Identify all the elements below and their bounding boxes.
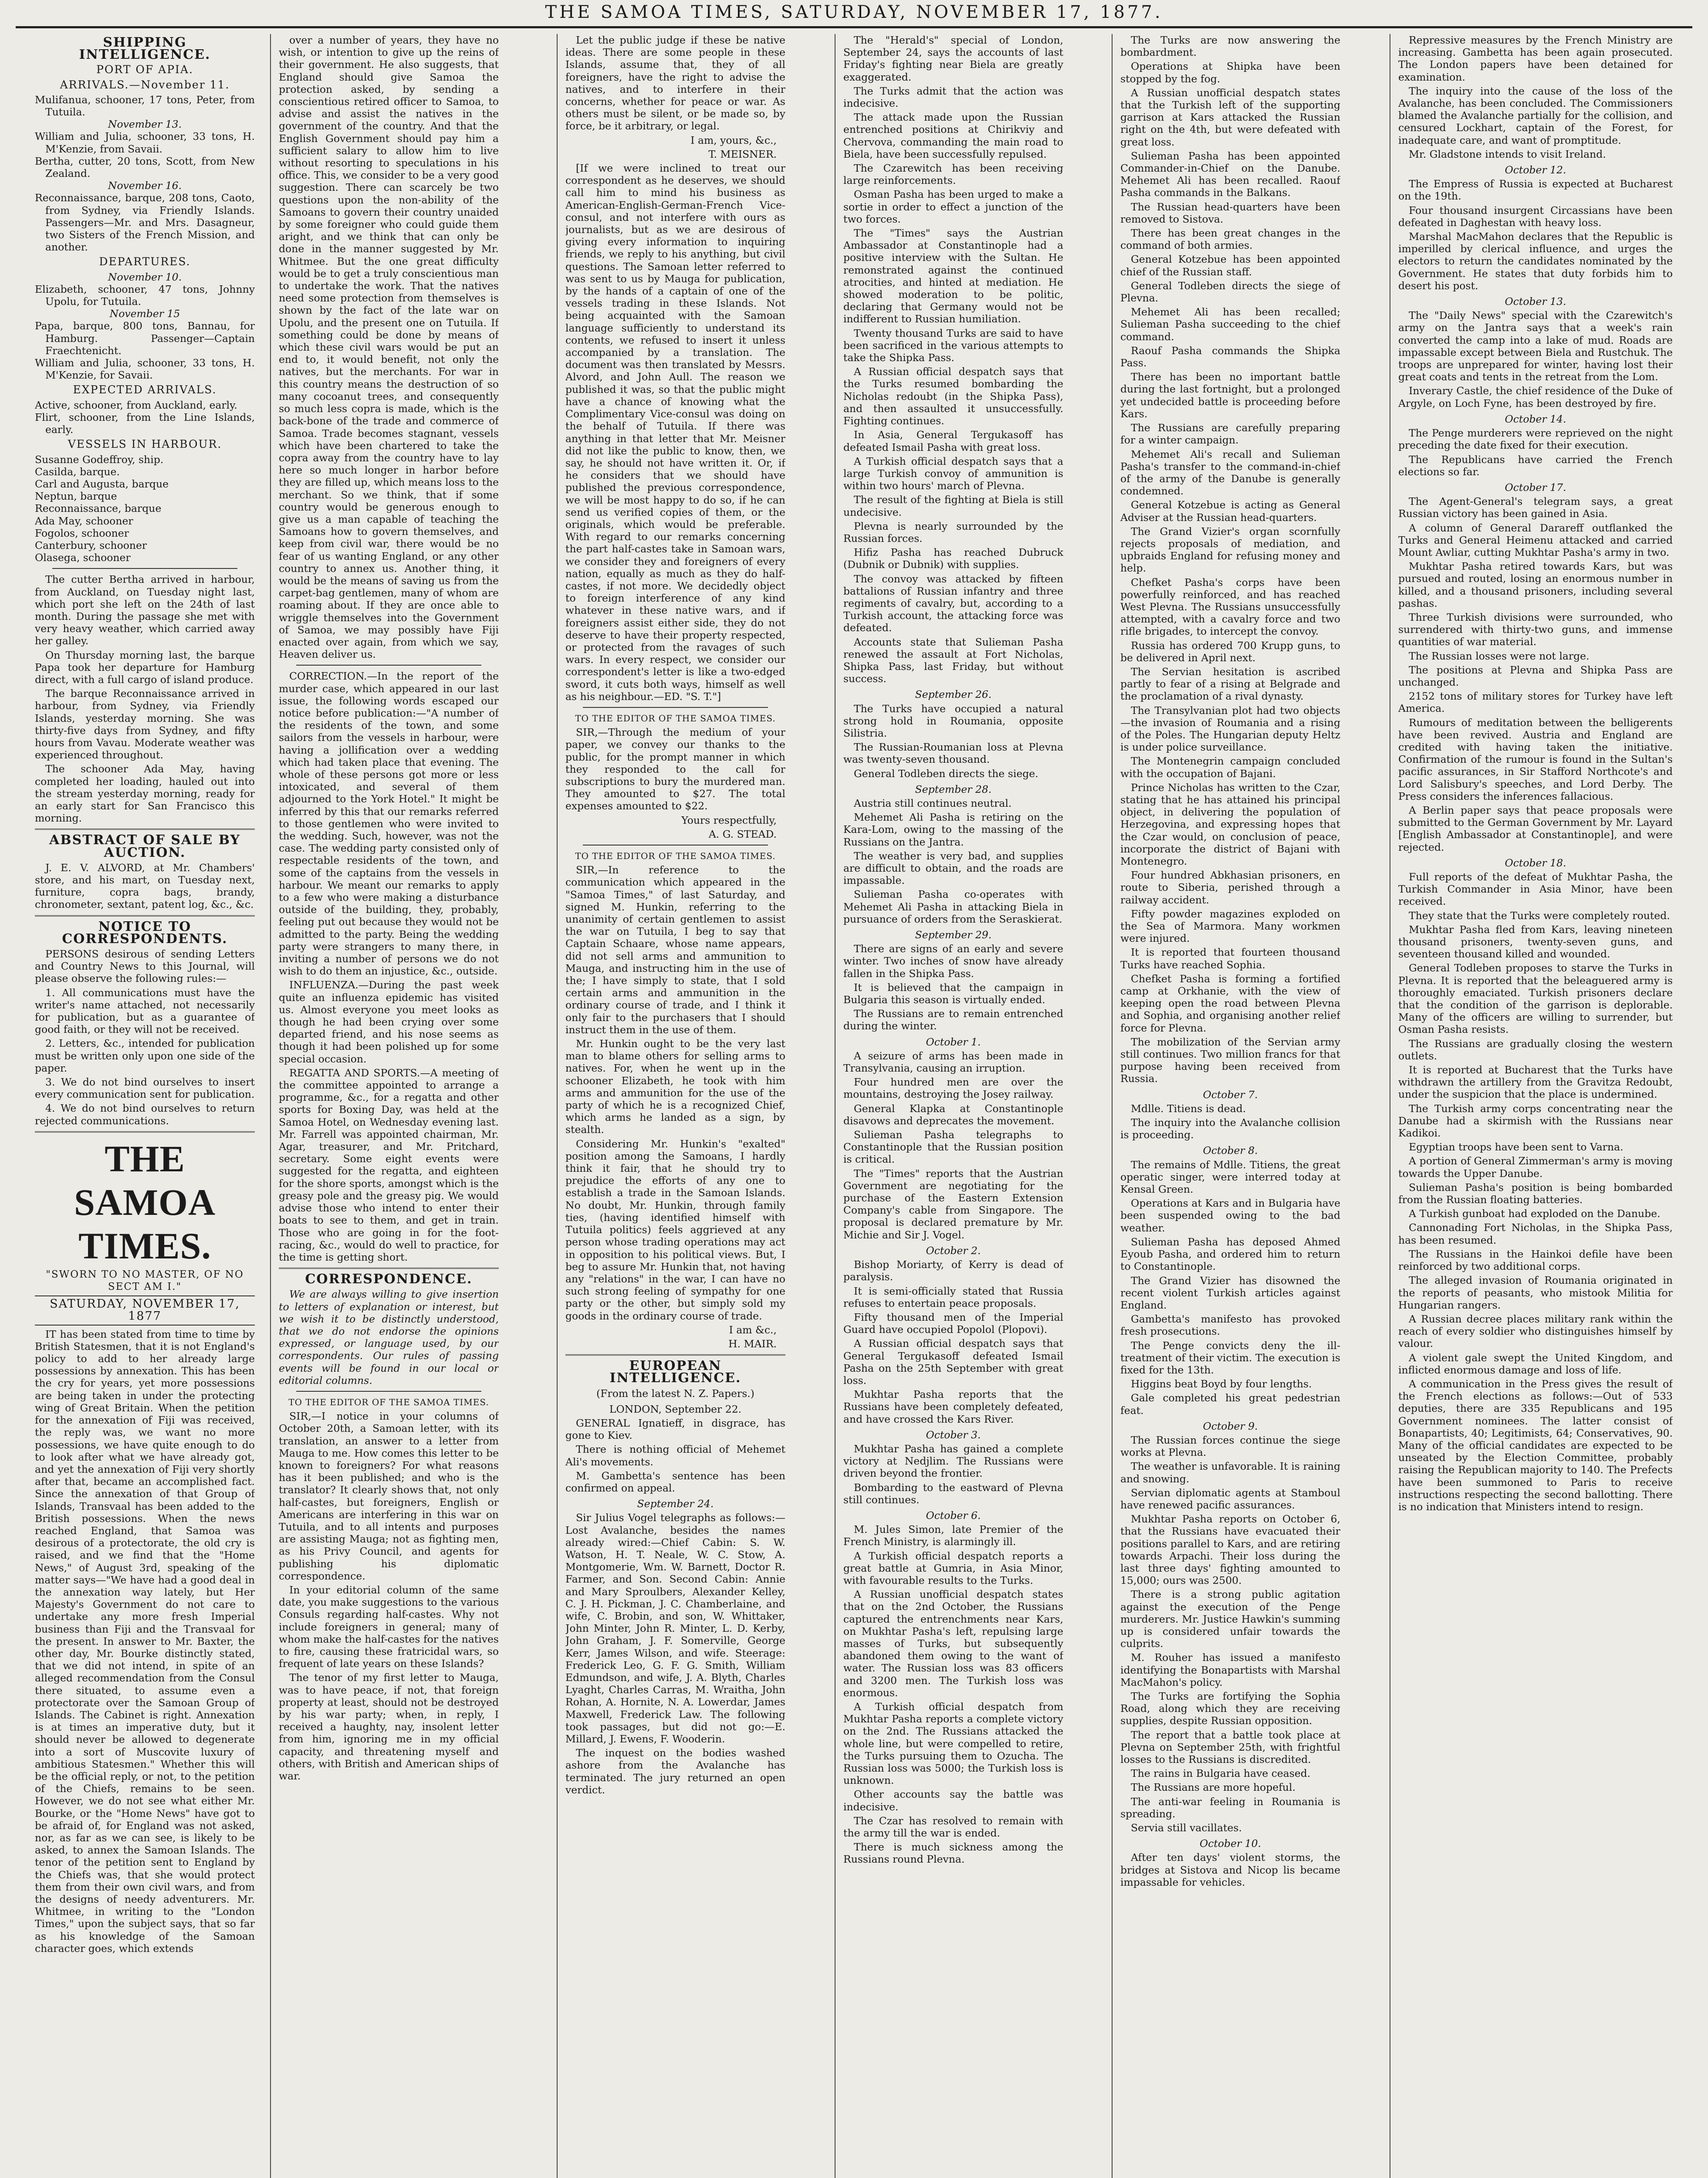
news-item: M. Gambetta's sentence has been confirmed on appeal. bbox=[565, 1469, 785, 1494]
news-item: Sulieman Pasha has deposed Ahmed Eyoub Pasha, and ordered him to return to Constantinople. bbox=[1120, 1235, 1340, 1273]
news-item: The Turks admit that the action was indecisive. bbox=[843, 85, 1063, 110]
list-item: Mulifanua, schooner, 17 tons, Peter, from Tutuila. bbox=[35, 93, 255, 118]
paragraph: SIR,—I notice in your columns of October 20th, a Samoan letter, with its translation, an answer to a letter from Mauga to me. How comes this letter to be known to foreigners? For what reasons has it been published; and who is the translator? It clearly shows that, not only half-castes, but foreigners, English or Americans are interfering in this war on Tutuila, and to all intents and purposes are assisting Mauga; not as fighting men, as his Privy Council, and agents for publishing his diplomatic correspondence. bbox=[279, 1410, 499, 1582]
news-item: General Kotzebue has been appointed chief of the Russian staff. bbox=[1120, 253, 1340, 278]
dateline: October 10. bbox=[1199, 1837, 1262, 1850]
issue-date: SATURDAY, NOVEMBER 17, 1877 bbox=[35, 1295, 255, 1325]
dateline: October 3. bbox=[926, 1428, 981, 1441]
news-item: Chefket Pasha is forming a fortified camp at Orkhanie, with the view of keeping open the road between Plevna and Sophia, and organising another relief force for Plevna. bbox=[1120, 972, 1340, 1034]
masthead: THE SAMOA TIMES. bbox=[74, 1137, 216, 1267]
news-item: Hifiz Pasha has reached Dubruck (Dubnik or Dubnik) with supplies. bbox=[843, 546, 1063, 571]
news-item: Mr. Gladstone intends to visit Ireland. bbox=[1409, 148, 1606, 160]
news-item: The "Herald's" special of London, September 24, says the accounts of last Friday's fighting near Biela are greatly exaggerated. bbox=[843, 34, 1063, 83]
list-item: Papa, barque, 800 tons, Bannau, for Hamburg. Passenger—Captain Fraechtenicht. bbox=[35, 320, 255, 357]
news-item: There is nothing official of Mehemet Ali's movements. bbox=[565, 1443, 785, 1468]
news-item: A column of General Darareff outflanked the Turks and General Heimenu attacked and carried Mount Awliar, cutting Mukhtar Pasha's army in two. bbox=[1398, 521, 1673, 558]
leader-article bbox=[35, 1328, 255, 1955]
news-item: The Russian head-quarters have been removed to Sistova. bbox=[1120, 200, 1340, 225]
list-item: Canterbury, schooner bbox=[35, 539, 147, 551]
list-item: Flirt, schooner, from the Line Islands, early. bbox=[35, 411, 255, 436]
news-item: Mukhtar Pasha has gained a complete victory at Nedjlim. The Russians were driven beyond the frontier. bbox=[843, 1442, 1063, 1480]
news-items bbox=[1120, 34, 1340, 1888]
abstract-heading: ABSTRACT OF SALE BY AUCTION. bbox=[49, 832, 240, 860]
news-item: The Russians are to remain entrenched during the winter. bbox=[843, 1008, 1063, 1032]
dateline: October 9. bbox=[1203, 1420, 1258, 1432]
news-item: Mukhtar Pasha reports that the Russians have been completely defeated, and have crossed the Kars River. bbox=[843, 1388, 1063, 1425]
paragraph: over a number of years, they have no wish, or intention to give up the reins of their government. He also suggests, that England should give Samoa the protection asked, by sending a conscientious retired officer to Samoa, to advise and assist the natives in the government of the country. And that the English Government should pay him a sufficient salary to allow him to live without resorting to speculations in his office. This, we consider to be a very good suggestion. There can scarcely be two questions upon the non-ability of the Samoans to govern their country unaided by some foreigner who could guide them aright, and we think that can only be done in the manner suggested by Mr. Whitmee. But the one great difficulty would be to get a truly conscientious man to undertake the work. That the natives need some protection from themselves is shown by the fact of the late war on Upolu, and the present one on Tutuila. If something could be done by means of which these civil wars would be put an end to, it would benefit, not only the natives, but the merchants. For war in this country means the destruction of so many cocoanut trees, and consequently so much less copra is made, which is the back-bone of the trade and commerce of Samoa. Trade becomes stagnant, vessels which have been chartered to take the copra away from the country have to lay here so much longer in harbor before they are filled up, which means loss to the merchant. So we think, that if some country would be generous enough to give us a man capable of teaching the Samoans how to govern themselves, and keep from civil war, there would be no fear of us wanting England, or any other country to annex us. Another thing, it would be the means of saving us from the carpet-bag gentlemen, many of whom are roaming about. If they are once able to wriggle themselves into the Government of Samoa, we may possibly have Fiji enacted over again, from which we say, Heaven deliver us. bbox=[279, 34, 499, 661]
news-item: Four hundred Abkhasian prisoners, en route to Siberia, perished through a railway accident. bbox=[1120, 869, 1340, 906]
news-item: Higgins beat Boyd by four lengths. bbox=[1131, 1378, 1312, 1390]
notice-heading: NOTICE TO CORRESPONDENTS. bbox=[62, 919, 228, 947]
news-item: The Russian forces continue the siege works at Plevna. bbox=[1120, 1434, 1340, 1459]
dateline: September 29. bbox=[915, 929, 992, 941]
divider bbox=[583, 707, 768, 708]
divider bbox=[279, 1268, 499, 1269]
news-item: The Czarewitch has been receiving large reinforcements. bbox=[843, 162, 1063, 187]
news-item: M. Jules Simon, late Premier of the French Ministry, is alarmingly ill. bbox=[843, 1523, 1063, 1548]
news-item: Other accounts say the battle was indecisive. bbox=[843, 1788, 1063, 1813]
news-item: Fifty powder magazines exploded on the Sea of Marmora. Many workmen were injured. bbox=[1120, 907, 1340, 945]
news-item: The result of the fighting at Biela is still undecisive. bbox=[843, 494, 1063, 518]
news-item: Operations at Kars and in Bulgaria have been suspended owing to the bad weather. bbox=[1120, 1197, 1340, 1234]
news-item: A Turkish official despatch says that a large Turkish convoy of ammunition is within two hours' march of Plevna. bbox=[843, 455, 1063, 492]
letter-closing: Yours respectfully, bbox=[681, 814, 777, 826]
shipping-heading: SHIPPING INTELLIGENCE. bbox=[79, 35, 211, 63]
list-item: William and Julia, schooner, 33 tons, H. M'Kenzie, from Savaii. bbox=[35, 130, 255, 155]
news-item: The alleged invasion of Roumania originated in the reports of peasants, who mistook Militia for Hungarian rangers. bbox=[1398, 1274, 1673, 1311]
paragraph: INFLUENZA.—During the past week quite an influenza epidemic has visited us. Almost everyone you meet looks as though he had been crying over some departed friend, and his nose seems as though it had been polished up for some special occasion. bbox=[279, 979, 499, 1065]
news-item: Russia has ordered 700 Krupp guns, to be delivered in April next. bbox=[1120, 639, 1340, 664]
column-rule bbox=[557, 34, 558, 2178]
news-item: The Russians are more hopeful. bbox=[1131, 1781, 1296, 1794]
news-item: Sulieman Pasha has been appointed Commander-in-Chief on the Danube. Mehemet Ali has been recalled. Raouf Pasha commands in the Balkans. bbox=[1120, 149, 1340, 199]
news-item: A seizure of arms has been made in Transylvania, causing an irruption. bbox=[843, 1049, 1063, 1075]
news-item: Fifty thousand men of the Imperial Guard have occupied Popolol (Plopovi). bbox=[843, 1311, 1063, 1336]
list-item: Casilda, barque. bbox=[35, 465, 120, 478]
news-item: The Transylvanian plot had two objects—the invasion of Roumania and a rising of the Poles. The Hungarian deputy Heltz is under police surveillance. bbox=[1120, 704, 1340, 754]
letter-mair-p1: SIR,—In reference to the communication which appeared in the "Samoa Times," of last Saturday, and signed M. Hunkin, referring to the unanimity of certain gentlemen to assist the war on Tutuila, I beg to say that Captain Schaare, whose name appears, did not sell arms and ammunition to Mauga, and instructing him in the use of the; I have simply to state, that I sold certain arms and ammunition in the ordinary course of trade, and I think it only fair to the purchasers that I should instruct them in the use of them. bbox=[565, 864, 785, 1036]
news-items bbox=[843, 34, 1063, 1866]
news-item: The inquiry into the Avalanche collision is proceeding. bbox=[1120, 1116, 1340, 1141]
dateline: October 2. bbox=[926, 1244, 981, 1257]
news-item: A Russian official despatch says that the Turks resumed bombarding the Nicholas redoubt (in the Shipka Pass), and then assaulted it unsuccessfully. Fighting continues. bbox=[843, 365, 1063, 427]
paragraph: On Thursday morning last, the barque Papa took her departure for Hamburg direct, with a full cargo of island produce. bbox=[35, 649, 255, 686]
news-item: The Penge convicts deny the ill-treatment of their victim. The execution is fixed for the 13th. bbox=[1120, 1339, 1340, 1376]
news-item: The Turks are fortifying the Sophia Road, along which they are receiving supplies, despite Russian opposition. bbox=[1120, 1690, 1340, 1727]
dateline: October 8. bbox=[1203, 1144, 1258, 1157]
dateline: October 7. bbox=[1203, 1088, 1258, 1101]
expected-heading: EXPECTED ARRIVALS. bbox=[73, 383, 217, 396]
news-item: Mehemet Ali Pasha is retiring on the Kara-Lom, owing to the massing of the Russians on the Jantra. bbox=[843, 811, 1063, 848]
news-item: A violent gale swept the United Kingdom, and inflicted enormous damage and loss of life. bbox=[1398, 1351, 1673, 1376]
news-item: Mukhtar Pasha reports on October 6, that the Russians have evacuated their positions parallel to Kars, and are retiring towards Arpachi. Their loss during the last three days' fighting amounted to 15,000; ours was 2500. bbox=[1120, 1513, 1340, 1587]
expected-list bbox=[35, 399, 255, 436]
paragraph: CORRECTION.—In the report of the murder case, which appeared in our last issue, the following words escaped our notice before publication:—"A number of the residents of the town, and some sailors from the vessels in harbour, were having a jollification over a wedding which had taken place that evening. The whole of these persons got more or less intoxicated, and several of them adjourned to the York Hotel." It might be inferred by this that our remarks referred to those gentlemen who were invited to the wedding. Such, however, was not the case. The wedding party consisted only of respectable residents of the town, and some of the captains from the vessels in harbour. We meant our remarks to apply to a few who were making a disturbance outside of the building, they, probably, feeling put out because they would not be admitted to the party. Being the wedding party were strangers to many there, in inviting a number of persons we do not wish to do them an injustice, &c., outside. bbox=[279, 670, 499, 977]
news-item: M. Rouher has issued a manifesto identifying the Bonapartists with Marshal MacMahon's policy. bbox=[1120, 1651, 1340, 1688]
news-item: There is a strong public agitation against the execution of the Penge murderers. Mr. Justice Hawkin's summing up is considered unfair towards the culprits. bbox=[1120, 1588, 1340, 1650]
news-item: The Russian losses were not large. bbox=[1409, 649, 1590, 662]
news-item: Servia still vacillates. bbox=[1131, 1822, 1242, 1834]
letter-continued: Let the public judge if these be native ideas. There are some people in these Islands, assume that, they of all foreigners, have the right to advise the natives, and to interfere in their concerns, whether for peace or war. As others must be silent, or be made so, by force, be it arbitrary, or legal. bbox=[565, 34, 785, 132]
news-item: A Russian decree places military rank within the reach of every soldier who distinguishes himself by valour. bbox=[1398, 1312, 1673, 1350]
list-item: Olasega, schooner bbox=[35, 551, 131, 564]
news-item: Sulieman Pasha telegraphs to Constantinople that the Russian position is critical. bbox=[843, 1129, 1063, 1166]
news-item: General Klapka at Constantinople disavows and deprecates the movement. bbox=[843, 1102, 1063, 1127]
abstract-text: J. E. V. ALVORD, at Mr. Chambers' store, and his mart, on Tuesday next, furniture, copra bags, brandy, chronometer, sextant, patent log, &c., &c. bbox=[35, 861, 255, 911]
news-item: The inquest on the bodies washed ashore from the Avalanche has terminated. The jury returned an open verdict. bbox=[565, 1747, 785, 1796]
correspondence-heading: CORRESPONDENCE. bbox=[305, 1272, 473, 1287]
news-item: It is believed that the campaign in Bulgaria this season is virtually ended. bbox=[843, 981, 1063, 1006]
news-item: The Turkish army corps concentrating near the Danube had a skirmish with the Russians near Kadikoi. bbox=[1398, 1102, 1673, 1140]
paragraph: 1. All communications must have the writer's name attached, not necessarily for publication, but as a guarantee of good faith, or they will not be received. bbox=[35, 986, 255, 1036]
news-item: After ten days' violent storms, the bridges at Sistova and Nicop lis became impassable for vehicles. bbox=[1120, 1851, 1340, 1888]
news-item: Servian diplomatic agents at Stamboul have renewed pacific assurances. bbox=[1120, 1486, 1340, 1511]
news-item: Mdlle. Titiens is dead. bbox=[1131, 1102, 1246, 1115]
news-item: The attack made upon the Russian entrenched positions at Chirikviy and Chervova, commanding the main road to Biela, have been successfully repulsed. bbox=[843, 111, 1063, 160]
list-item: Ada May, schooner bbox=[35, 514, 133, 527]
news-item: Four thousand insurgent Circassians have been defeated in Daghestan with heavy loss. bbox=[1398, 204, 1673, 229]
news-item: A Turkish official despatch reports a great battle at Gumria, in Asia Minor, with favourable results to the Turks. bbox=[843, 1549, 1063, 1586]
news-item: Inverary Castle, the chief residence of the Duke of Argyle, on Loch Fyne, has been destroyed by fire. bbox=[1398, 385, 1673, 409]
news-item: Sulieman Pasha's position is being bombarded from the Russian floating batteries. bbox=[1398, 1181, 1673, 1206]
list-item: Elizabeth, schooner, 47 tons, Johnny Upolu, for Tutuila. bbox=[35, 283, 255, 308]
letter-meisner bbox=[279, 1410, 499, 1782]
letter-closing: I am, yours, &c., bbox=[690, 134, 777, 146]
divider bbox=[35, 829, 255, 830]
news-item: A Turkish gunboat had exploded on the Danube. bbox=[1409, 1207, 1661, 1220]
news-item: General Kotzebue is acting as General Adviser at the Russian head-quarters. bbox=[1120, 499, 1340, 524]
letter-address: TO THE EDITOR OF THE SAMOA TIMES. bbox=[288, 1397, 489, 1407]
letter-address: TO THE EDITOR OF THE SAMOA TIMES. bbox=[575, 713, 776, 724]
european-items bbox=[565, 1417, 785, 1796]
list-item: Reconnaissance, barque, 208 tons, Caoto, from Sydney, via Friendly Islands. Passengers—Mr. and Mrs. Dasagneur, two Sisters of the French Mission, and another. bbox=[35, 192, 255, 254]
news-item: Raouf Pasha commands the Shipka Pass. bbox=[1120, 344, 1340, 369]
news-item: A Turkish official despatch from Mukhtar Pasha reports a complete victory on the 2nd. The Russians attacked the whole line, but were compelled to retire, the Turks pursuing them to Ozucha. The Russian loss was 5000; the Turkish loss is unknown. bbox=[843, 1701, 1063, 1787]
divider bbox=[296, 1391, 481, 1392]
notice-paragraphs bbox=[35, 948, 255, 1127]
news-item: Bombarding to the eastward of Plevna still continues. bbox=[843, 1481, 1063, 1506]
dateline: October 17. bbox=[1505, 481, 1566, 494]
column-rule bbox=[1112, 34, 1113, 2178]
column-1 bbox=[35, 34, 255, 2178]
departures-list bbox=[35, 271, 255, 382]
news-item: Full reports of the defeat of Mukhtar Pasha, the Turkish Commander in Asia Minor, have been received. bbox=[1398, 871, 1673, 908]
port-heading: PORT OF APIA. bbox=[96, 63, 193, 76]
arrivals-heading: ARRIVALS.—November 11. bbox=[60, 78, 230, 91]
news-item: It is reported at Bucharest that the Turks have withdrawn the artillery from the Gravitza Redoubt, under the suspicion that the place is undermined. bbox=[1398, 1064, 1673, 1101]
european-heading: EUROPEAN INTELLIGENCE. bbox=[609, 1358, 741, 1386]
paragraph: REGATTA AND SPORTS.—A meeting of the committee appointed to arrange a programme, &c., for a regatta and other sports for Boxing Day, was held at the Samoa Hotel, on Wednesday evening last. Mr. Farrell was appointed chairman, Mr. Agar, treasurer, and Mr. Pritchard, secretary. Some eight events were suggested for the regatta, and eighteen for the shore sports, amongst which is the greasy pole and the greasy pig. We would advise those who intend to enter their boats to see to them, and get in train. Those who are going in for the foot-racing, &c., would do well to practice, for the time is getting short. bbox=[279, 1066, 499, 1263]
news-item: In Asia, General Tergukasoff has defeated Ismail Pasha with great loss. bbox=[843, 429, 1063, 453]
news-item: Four hundred men are over the mountains, destroying the Josey railway. bbox=[843, 1076, 1063, 1101]
paragraph: The barque Reconnaissance arrived in harbour, from Sydney, via Friendly Islands, yesterday morning. She was thirty-five days from Sydney, and fifty hours from Vavau. Moderate weather was experienced throughout. bbox=[35, 687, 255, 761]
news-item: A Russian official despatch says that General Tergukasoff defeated Ismail Pasha on the 25th September with great loss. bbox=[843, 1337, 1063, 1387]
divider bbox=[52, 568, 237, 569]
news-item: Prince Nicholas has written to the Czar, stating that he has attained his principal object, in delivering the population of Herzegovina, and expressing hopes that the Czar would, on conclusion of peace, incorporate the district of Bajani with Montenegro. bbox=[1120, 781, 1340, 867]
leader-continued bbox=[279, 34, 499, 660]
local-paragraphs bbox=[279, 670, 499, 1263]
news-item: The positions at Plevna and Shipka Pass are unchanged. bbox=[1398, 663, 1673, 688]
arrivals-list bbox=[35, 94, 255, 254]
paragraph: 3. We do not bind ourselves to insert every communication sent for publication. bbox=[35, 1076, 255, 1101]
news-item: Repressive measures by the French Ministry are increasing. Gambetta has been again prosecuted. The London papers have been detained for examination. bbox=[1398, 34, 1673, 83]
dateline: October 18. bbox=[1505, 856, 1566, 869]
news-item: Operations at Shipka have been stopped by the fog. bbox=[1120, 60, 1340, 85]
paragraph: 2. Letters, &c., intended for publication must be written only upon one side of the paper. bbox=[35, 1037, 255, 1074]
letter-signature: T. MEISNER. bbox=[708, 148, 777, 160]
dateline: September 26. bbox=[915, 688, 992, 701]
news-item: They state that the Turks were completely routed. bbox=[1409, 909, 1670, 922]
news-item: The Russians are carefully preparing for a winter campaign. bbox=[1120, 422, 1340, 446]
letter-closing: I am &c., bbox=[729, 1323, 777, 1336]
news-item: General Todleben directs the siege. bbox=[854, 767, 1038, 780]
news-item: It is reported that fourteen thousand Turks have reached Sophia. bbox=[1120, 946, 1340, 971]
column-rule bbox=[270, 34, 271, 2178]
news-item: Egyptian troops have been sent to Varna. bbox=[1409, 1141, 1623, 1153]
news-item: Mukhtar Pasha fled from Kars, leaving nineteen thousand prisoners, twenty-seven guns, and seventeen thousand killed and wounded. bbox=[1398, 923, 1673, 960]
letter-mair-p3: Considering Mr. Hunkin's "exalted" position among the Samoans, I hardly think it fair, that he should try to prejudice the efforts of any one to establish a trade in the Samoan Islands. No doubt, Mr. Hunkin, through family ties, (having identified himself with Tutuila politics) feels aggrieved at any person whose trading operations may act in opposition to his political views. But, I beg to assure Mr. Hunkin that, not having any "relations" in the war, I can have no such strong feeling of sympathy for one party or the other, but simply sold my goods in the ordinary course of trade. bbox=[565, 1137, 785, 1322]
dateline: October 14. bbox=[1505, 413, 1566, 425]
paragraph: The schooner Ada May, having completed her loading, hauled out into the stream yesterday morning, ready for an early start for San Francisco this morning. bbox=[35, 763, 255, 825]
news-item: Bishop Moriarty, of Kerry is dead of paralysis. bbox=[843, 1258, 1063, 1283]
dateline: October 13. bbox=[1505, 295, 1566, 308]
news-item: Rumours of meditation between the belligerents have been revived. Austria and England are credited with having taken the initiative. Confirmation of the rumour is found in the Sultan's pacific assurances, in Sir Stafford Northcote's and Lord Salisbury's speeches, and Lord Derby. The Press considers the inferences fallacious. bbox=[1398, 716, 1673, 802]
news-item: The Penge murderers were reprieved on the night preceding the date fixed for their execution. bbox=[1398, 427, 1673, 452]
date-line: November 16. bbox=[108, 179, 182, 192]
news-item: Twenty thousand Turks are said to have been sacrificed in the various attempts to take the Shipka Pass. bbox=[843, 327, 1063, 364]
letter-signature: A. G. STEAD. bbox=[708, 828, 777, 840]
news-item: The mobilization of the Servian army still continues. Two million francs for that purpose having been received from Russia. bbox=[1120, 1035, 1340, 1085]
divider bbox=[296, 665, 481, 666]
paragraph: In your editorial column of the same date, you make suggestions to the various Consuls regarding half-castes. Why not include foreigners in general; many of whom make the half-castes for the natives to fire, causing these fratricidal wars, so frequent of late years on these Islands? bbox=[279, 1583, 499, 1670]
correspondence-note: We are always willing to give insertion to letters of explanation or interest, but we wish it to be distinctly understood, that we do not endorse the opinions expressed, or language used, by our correspondents. Our rules of passing events will be found in our local or editorial columns. bbox=[279, 1288, 499, 1387]
news-item: Plevna is nearly surrounded by the Russian forces. bbox=[843, 520, 1063, 544]
dateline: September 24. bbox=[637, 1498, 714, 1510]
list-item: Reconnaissance, barque bbox=[35, 502, 162, 515]
news-item: The anti-war feeling in Roumania is spreading. bbox=[1120, 1795, 1340, 1820]
news-item: A Russian unofficial despatch states that on the 2nd October, the Russians captured the entrenchments near Kars, on Mukhtar Pasha's left, repulsing large masses of Turks, but subsequently abandoned them owing to the want of water. The Russian loss was 83 officers and 3200 men. The Turkish loss was enormous. bbox=[843, 1588, 1063, 1699]
news-item: It is semi-officially stated that Russia refuses to entertain peace proposals. bbox=[843, 1285, 1063, 1309]
list-item: Susanne Godeffroy, ship. bbox=[35, 453, 164, 466]
column-3 bbox=[565, 34, 785, 2178]
news-item: The Grand Vizier's organ scornfully rejects proposals of mediation, and upbraids England for refusing money and help. bbox=[1120, 525, 1340, 575]
letter-signature: H. MAIR. bbox=[728, 1337, 777, 1350]
news-item: General Todleben proposes to starve the Turks in Plevna. It is reported that the beleaguered army is thoroughly emaciated. Turkish prisoners declare that the condition of the garrison is deplorable. Many of the officers are willing to surrender, but Osman Pasha resists. bbox=[1398, 962, 1673, 1036]
news-item: The Turks have occupied a natural strong hold in Roumania, opposite Silistria. bbox=[843, 702, 1063, 739]
news-item: 2152 tons of military stores for Turkey have left America. bbox=[1398, 690, 1673, 715]
news-item: Sir Julius Vogel telegraphs as follows:—Lost Avalanche, besides the names already wired:—Chief Cabin: S. W. Watson, H. T. Neale, W. C. Stow, A. Montgomerie, Wm. W. Barnett, Doctor R. Farmer, and Son. Second Cabin: Annie and Mary Sproulbers, Alexander Kelley, C. J. H. Pickman, J. C. Chamberlaine, and wife, C. Brobin, and son, W. Whittaker, John Minter, John R. Minter, L. D. Kerby, John Graham, J. F. Somerville, George Kerr, James Wilson, and wife. Steerage: Frederick Leo, G. F. G. Smith, William Edmundson, and wife, J. A. Blyth, Charles Lyaght, Charles Carras, M. Wraitha, John Rohan, A. Hornite, N. A. Lowerdar, James Maxwell, Frederick Law. The following took passages, but did not go:—E. Millard, J. Ewens, F. Wooderin. bbox=[565, 1512, 785, 1745]
news-item: The rains in Bulgaria have ceased. bbox=[1131, 1767, 1311, 1780]
divider bbox=[565, 1354, 785, 1356]
harbour-heading: VESSELS IN HARBOUR. bbox=[68, 438, 222, 451]
paragraph: IT has been stated from time to time by British Statesmen, that it is not England's policy to add to her already large possessions by annexation. This has been the cry for years, yet more possessions are being taken in under the protecting wing of Great Britain. When the petition for the annexation of Fiji was received, the reply was, we want no more possessions, we have quite enough to do to look after what we have already got, and yet the annexation of Fiji very shortly after that, became an accomplished fact. Since the annexation of that Group of Islands, Transvaal has been added to the British possessions. When the news reached England, that Samoa was desirous of a protectorate, the old cry is raised, and we find that the "Home News," of August 3rd, speaking of the matter says—"We have had a good deal in the annexation way lately, but Her Majesty's Government do not care to undertake any more fresh Imperial business than Fiji and the Transvaal for the present. In answer to Mr. Baxter, the other day, Mr. Bourke distinctly stated, that we did not intend, in spite of an alleged recommendation from the Consul there situated, to assume even a protectorate over the Samoan Group of Islands. The Cabinet is right. Annexation is at times an imperative duty, but it should never be allowed to degenerate into a sort of Muscovite luxury of ambitious Statesmen." Whether this will be the official reply, or not, to the petition of the Chiefs, remains to be seen. However, we do not see what either Mr. Bourke, or the "Home News" have got to be afraid of, for England was not asked, nor, as far as we can see, is likely to be asked, to annex the Samoan Islands. The tenor of the petition sent to England by the Chiefs was, that she would protect them from their own civil wars, and from the designs of needy adventurers. Mr. Whitmee, in writing to the "London Times," upon the subject says, that so far as his knowledge of the Samoan character goes, which extends bbox=[35, 1328, 255, 1955]
letter-stead: SIR,—Through the medium of your paper, we convey our thanks to the public, for the prompt manner in which they responded to the call for subscriptions to bury the murdered man. They amounted to $27. The total expenses amounted to $22. bbox=[565, 726, 785, 812]
news-item: Gambetta's manifesto has provoked fresh prosecutions. bbox=[1120, 1313, 1340, 1338]
list-item: Fogolos, schooner bbox=[35, 527, 129, 539]
news-item: Marshal MacMahon declares that the Republic is imperilled by clerical influence, and urges the electors to return the candidates nominated by the Government. He states that duty forbids him to desert his post. bbox=[1398, 230, 1673, 292]
dateline: October 6. bbox=[926, 1509, 981, 1522]
european-dateline: LONDON, September 22. bbox=[609, 1403, 742, 1415]
news-item: GENERAL Ignatieff, in disgrace, has gone to Kiev. bbox=[565, 1417, 785, 1442]
list-item: Bertha, cutter, 20 tons, Scott, from New Zealand. bbox=[35, 155, 255, 180]
news-item: The Servian hesitation is ascribed partly to fear of a rising at Belgrade and the proclamation of a rival dynasty. bbox=[1120, 665, 1340, 703]
news-item: The report that a battle took place at Plevna on September 25th, with frightful losses to the Russians is discredited. bbox=[1120, 1728, 1340, 1766]
paragraph: The cutter Bertha arrived in harbour, from Auckland, on Tuesday night last, which port she left on the 24th of last month. During the passage she met with very heavy weather, which carried away her galley. bbox=[35, 573, 255, 647]
news-item: Austria still continues neutral. bbox=[854, 797, 1012, 809]
news-item: A Russian unofficial despatch states that the Turkish left of the supporting garrison at Kars attacked the Russian right on the 4th, but were defeated with great loss. bbox=[1120, 86, 1340, 148]
column-4 bbox=[843, 34, 1063, 2178]
column-5 bbox=[1120, 34, 1340, 2178]
news-item: The "Daily News" special with the Czarewitch's army on the Jantra says that a week's rain converted the camp into a lake of mud. Roads are impassable except between Biela and Rustchuk. The troops are unprepared for winter, having lost their great coats and tents in the retreat from the Lom. bbox=[1398, 309, 1673, 383]
dateline: October 1. bbox=[926, 1035, 981, 1048]
letter-address: TO THE EDITOR OF THE SAMOA TIMES. bbox=[575, 851, 776, 861]
news-item: Mukhtar Pasha retired towards Kars, but was pursued and routed, losing an enormous number in killed, and a thousand prisoners, including several pashas. bbox=[1398, 560, 1673, 609]
motto: "SWORN TO NO MASTER, OF NO SECT AM I." bbox=[46, 1268, 244, 1293]
news-item: Three Turkish divisions were surrounded, who surrendered with thirty-two guns, and immense quantities of war material. bbox=[1398, 611, 1673, 648]
news-item: The Czar has resolved to remain with the army till the war is ended. bbox=[843, 1814, 1063, 1840]
news-item: Accounts state that Sulieman Pasha renewed the assault at Fort Nicholas, Shipka Pass, last Friday, but without success. bbox=[843, 636, 1063, 685]
news-item: A Berlin paper says that peace proposals were submitted to the German Government by Mr. Layard [English Ambassador at Constantinople], and were rejected. bbox=[1398, 804, 1673, 853]
running-head: THE SAMOA TIMES, SATURDAY, NOVEMBER 17, 1877. bbox=[545, 2, 1163, 22]
harbour-list bbox=[35, 453, 255, 564]
news-item: Mehemet Ali's recall and Sulieman Pasha's transfer to the command-in-chief of the army of the Danube is generally condemned. bbox=[1120, 448, 1340, 497]
news-item: The convoy was attacked by fifteen battalions of Russian infantry and three regiments of cavalry, but, according to a Turkish account, the attacking force was defeated. bbox=[843, 572, 1063, 634]
top-rule bbox=[16, 26, 1692, 28]
news-item: A communication in the Press gives the result of the French elections as follows:—Out of 533 deputies, there are 335 Republicans and 195 Government nominees. The latter consist of Bonapartists, 40; Legitimists, 64; Conservatives, 90. Many of the official candidates are expected to be unseated by the Election Committee, probably raising the Republican majority to 140. The Prefects have been summoned to Paris to receive instructions respecting the second ballotting. There is no indication that Ministers intend to resign. bbox=[1398, 1377, 1673, 1513]
letter-mair-p2: Mr. Hunkin ought to be the very last man to blame others for selling arms to natives. For, when he went up in the schooner Elizabeth, he took with him arms and ammunition for the use of the party of which he is a recognized Chief, which arms he landed as a sign, by stealth. bbox=[565, 1038, 785, 1136]
news-item: Cannonading Fort Nicholas, in the Shipka Pass, has been resumed. bbox=[1398, 1221, 1673, 1246]
paragraph: PERSONS desirous of sending Letters and Country News to this Journal, will please observe the following rules:— bbox=[35, 948, 255, 985]
news-item: There has been no important battle during the last fortnight, but a prolonged yet undecided battle is proceeding before Kars. bbox=[1120, 371, 1340, 420]
list-item: Neptun, barque bbox=[35, 490, 117, 503]
news-item: Gale completed his great pedestrian feat. bbox=[1120, 1392, 1340, 1417]
news-item: The Russian-Roumanian loss at Plevna was twenty-seven thousand. bbox=[843, 741, 1063, 766]
news-item: The remains of Mdlle. Titiens, the great operatic singer, were interred today at Kensal Green. bbox=[1120, 1158, 1340, 1196]
european-source: (From the latest N. Z. Papers.) bbox=[596, 1387, 754, 1400]
news-item: There is much sickness among the Russians round Plevna. bbox=[843, 1841, 1063, 1866]
news-items bbox=[1398, 34, 1673, 1513]
list-item: Carl and Augusta, barque bbox=[35, 477, 169, 490]
date-line: November 10. bbox=[108, 271, 182, 283]
news-item: General Todleben directs the siege of Plevna. bbox=[1120, 279, 1340, 304]
news-item: The Russians are gradually closing the western outlets. bbox=[1398, 1037, 1673, 1062]
list-item: Active, schooner, from Auckland, early. bbox=[35, 399, 237, 411]
news-item: Osman Pasha has been urged to make a sortie in order to effect a junction of the two forces. bbox=[843, 188, 1063, 225]
news-item: The Empress of Russia is expected at Bucharest on the 19th. bbox=[1398, 178, 1673, 203]
news-item: The weather is unfavorable. It is raining and snowing. bbox=[1120, 1460, 1340, 1485]
news-item: Mehemet Ali has been recalled; Sulieman Pasha succeeding to the chief command. bbox=[1120, 306, 1340, 343]
list-item: William and Julia, schooner, 33 tons, H. M'Kenzie, for Savaii. bbox=[35, 357, 255, 382]
divider bbox=[35, 1131, 255, 1133]
editor-note: [If we were inclined to treat our correspondent as he deserves, we should call him to mind his business as American-English-German-French Vice-consul, and not interfere with ours as journalists, but as we are desirous of giving every information to inquiring friends, we reply to his anything, but civil questions. The Samoan letter referred to was sent to us by Mauga for publication, by the hands of a captain of one of the vessels trading in these Islands. Not being acquainted with the Samoan language sufficiently to understand its contents, we refused to insert it unless accompanied by a translation. The document was then translated by Messrs. Alvord, and John Aull. The reason we published it was, so that the public might have a chance of knowing what the Complimentary Vice-consul was doing on the behalf of Tutuila. If there was anything in that letter that Mr. Meisner did not like the public to know, then, we say, he should not have written it. Or, if he considers that we should have published the previous correspondence, we will be most happy to do so, if he can send us verified copies of them, or the originals, which would be preferable. With regard to our remarks concerning the part half-castes take in Samoan wars, we consider they and foreigners of every nation, equally as much as they do half-castes, if not more. We decidedly object to foreign interference of any kind whatever in these native wars, and if foreigners assist either side, they do not deserve to have their property respected, or protected from the ravages of such wars. In every respect, we consider our correspondent's letter is like a two-edged sword, it cuts both ways, himself as well as his neighbour.—ED. "S. T."] bbox=[565, 162, 785, 703]
news-item: The Grand Vizier has disowned the recent violent Turkish articles against England. bbox=[1120, 1274, 1340, 1311]
news-item: The Republicans have carried the French elections so far. bbox=[1398, 453, 1673, 478]
news-item: The Russians in the Hainkoi defile have been reinforced by two additional corps. bbox=[1398, 1248, 1673, 1273]
news-item: Chefket Pasha's corps have been powerfully reinforced, and has reached West Plevna. The Russians unsuccessfully attempted, with a cavalry force and two rifle brigades, to intercept the convoy. bbox=[1120, 576, 1340, 638]
news-item: The Turks are now answering the bombardment. bbox=[1120, 34, 1340, 59]
date-line: November 13. bbox=[108, 118, 182, 131]
divider bbox=[35, 915, 255, 917]
news-item: Sulieman Pasha co-operates with Mehemet Ali Pasha in attacking Biela in pursuance of orders from the Seraskierat. bbox=[843, 888, 1063, 925]
departures-heading: DEPARTURES. bbox=[99, 255, 191, 268]
column-2 bbox=[279, 34, 499, 2178]
paragraph: The tenor of my first letter to Mauga, was to have peace, if not, that foreign property at least, should not be destroyed by his war party; when, in reply, I received a haughty, nay, insolent letter from him, ignoring me in my official capacity, and threatening myself and others, with British and American ships of war. bbox=[279, 1671, 499, 1782]
news-item: The Agent-General's telegram says, a great Russian victory has been gained in Asia. bbox=[1398, 495, 1673, 520]
dateline: September 28. bbox=[915, 783, 992, 795]
news-item: The Montenegrin campaign concluded with the occupation of Bajani. bbox=[1120, 755, 1340, 780]
news-item: The weather is very bad, and supplies are difficult to obtain, and the roads are impassable. bbox=[843, 849, 1063, 887]
paragraph: 4. We do not bind ourselves to return rejected communications. bbox=[35, 1102, 255, 1127]
date-line: November 15 bbox=[109, 308, 180, 320]
news-item: There has been great changes in the command of both armies. bbox=[1120, 227, 1340, 252]
news-item: The inquiry into the cause of the loss of the Avalanche, has been concluded. The Commissioners blamed the Avalanche partially for the collision, and censured Lockhart, captain of the Forest, for inadequate care, and want of promptitude. bbox=[1398, 85, 1673, 146]
news-item: There are signs of an early and severe winter. Two inches of snow have already fallen in the Shipka Pass. bbox=[843, 943, 1063, 980]
shipping-paragraphs bbox=[35, 573, 255, 824]
news-item: The "Times" reports that the Austrian Government are negotiating for the purchase of the Eastern Extension Company's cable from Singapore. The proposal is declared premature by Mr. Michie and Sir J. Vogel. bbox=[843, 1167, 1063, 1241]
news-item: The "Times" says the Austrian Ambassador at Constantinople had a positive interview with the Sultan. He remonstrated against the continued atrocities, and hinted at mediation. He showed moderation to be politic, declaring that Germany would not be indifferent to Russian humiliation. bbox=[843, 227, 1063, 325]
column-6 bbox=[1398, 34, 1673, 2178]
dateline: October 12. bbox=[1505, 164, 1566, 176]
news-item: A portion of General Zimmerman's army is moving towards the Upper Danube. bbox=[1398, 1155, 1673, 1180]
